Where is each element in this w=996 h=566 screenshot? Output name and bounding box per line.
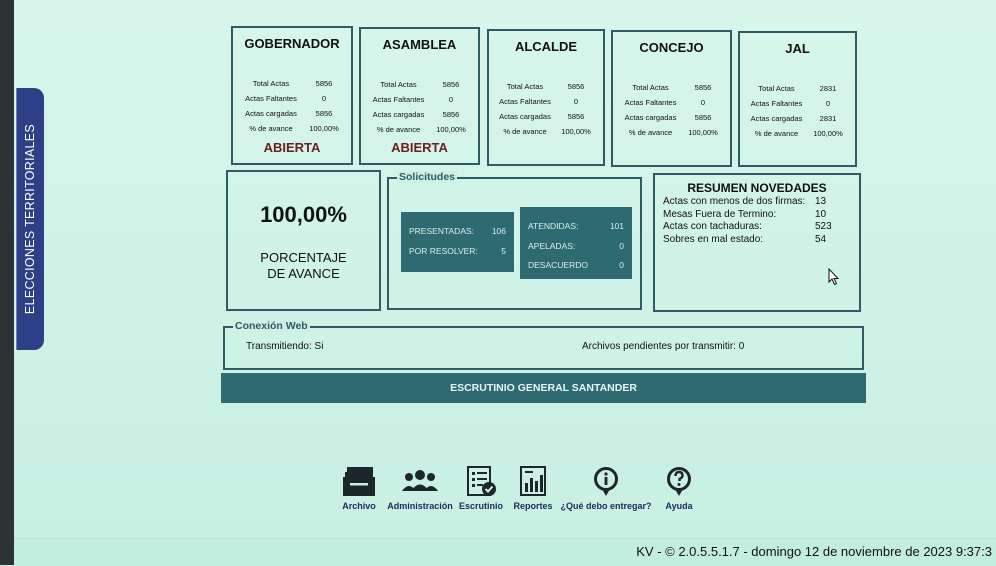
label-faltantes: Actas Faltantes: [499, 97, 551, 106]
card-title: ASAMBLEA: [382, 37, 457, 52]
version-datetime: KV - © 2.0.5.5.1.7 - domingo 12 de noviembre de 2023 9:37:3: [636, 544, 992, 559]
label-avance: % de avance: [249, 124, 293, 133]
progress-value: 100,00%: [260, 202, 347, 227]
label-faltantes: Actas Faltantes: [245, 94, 297, 103]
status-badge: ABIERTA: [391, 140, 448, 155]
atendidas-value: 101: [609, 221, 624, 231]
value-faltantes: 0: [448, 95, 454, 104]
card-title: GOBERNADOR: [244, 36, 340, 51]
card-concejo[interactable]: [611, 30, 732, 167]
value-total: 5856: [694, 83, 712, 92]
label-cargadas: Actas cargadas: [499, 112, 551, 121]
conexion-panel: [223, 320, 864, 370]
status-badge: ABIERTA: [263, 140, 321, 155]
card-asamblea[interactable]: [359, 27, 480, 165]
label-avance: % de avance: [628, 128, 673, 137]
main-toolbar: [0, 465, 996, 520]
value-cargadas: 5856: [315, 109, 333, 118]
desacuerdo-value: 0: [619, 260, 624, 270]
solicitudes-presentadas-box[interactable]: [401, 212, 514, 272]
value-total: 2831: [819, 84, 837, 93]
value-total: 5856: [442, 80, 460, 89]
value-total: 5856: [567, 82, 585, 91]
label-cargadas: Actas cargadas: [624, 113, 677, 122]
toolbar-ayuda[interactable]: [656, 465, 702, 511]
novedades-title: RESUMEN NOVEDADES: [687, 181, 827, 195]
value-avance: 100,00%: [813, 129, 843, 138]
sidebar-tab-elecciones[interactable]: [16, 88, 44, 350]
label-avance: % de avance: [754, 129, 799, 138]
novedad-label: Mesas Fuera de Termino:: [663, 208, 777, 220]
report-icon: [518, 465, 548, 497]
toolbar-label: ¿Qué debo entregar?: [560, 501, 652, 511]
novedad-value: 523: [815, 221, 832, 232]
status-footer: [14, 538, 996, 566]
por-resolver-value: 5: [501, 246, 506, 256]
solicitudes-panel: [387, 171, 642, 310]
transmitiendo-status: Transmitiendo: Si: [246, 341, 324, 352]
card-title: ALCALDE: [514, 39, 578, 54]
value-cargadas: 5856: [694, 113, 712, 122]
checklist-icon: [465, 465, 497, 497]
toolbar-que-debo-entregar[interactable]: [560, 465, 652, 511]
value-faltantes: 0: [825, 99, 831, 108]
novedad-row: [663, 221, 832, 234]
card-title: JAL: [785, 41, 810, 56]
novedad-label: Actas con tachaduras:: [663, 221, 762, 232]
novedad-value: 54: [815, 233, 827, 245]
card-stats: [746, 81, 849, 141]
card-jal[interactable]: [738, 31, 857, 167]
novedad-value: 10: [815, 208, 827, 220]
label-faltantes: Actas Faltantes: [372, 95, 425, 104]
value-faltantes: 0: [573, 97, 579, 106]
solicitudes-atendidas-box[interactable]: [520, 207, 632, 279]
value-avance: 100,00%: [561, 127, 591, 136]
desacuerdo-label: DESACUERDO: [528, 260, 588, 270]
value-avance: 100,00%: [309, 124, 339, 133]
progress-caption: PORCENTAJE DE AVANCE: [260, 250, 347, 281]
mouse-cursor-icon: [828, 268, 840, 286]
novedad-row: [663, 196, 832, 209]
novedad-row: [663, 209, 832, 222]
apeladas-value: 0: [619, 241, 624, 251]
novedad-label: Sobres en mal estado:: [663, 233, 764, 245]
toolbar-label: Reportes: [513, 501, 553, 511]
toolbar-label: Ayuda: [665, 501, 693, 511]
label-faltantes: Actas Faltantes: [624, 98, 677, 107]
novedad-value: 13: [815, 196, 827, 207]
label-faltantes: Actas Faltantes: [750, 99, 803, 108]
label-total: Total Actas: [632, 83, 669, 92]
card-stats: [367, 77, 472, 137]
value-avance: 100,00%: [436, 125, 466, 134]
card-stats: [495, 79, 597, 139]
label-cargadas: Actas cargadas: [750, 114, 803, 123]
label-avance: % de avance: [503, 127, 547, 136]
apeladas-label: APELADAS:: [528, 241, 576, 251]
help-icon: [664, 465, 694, 497]
toolbar-label: Administración: [387, 501, 453, 511]
value-cargadas: 5856: [442, 110, 460, 119]
toolbar-reportes[interactable]: [510, 465, 556, 511]
conexion-legend: Conexión Web: [235, 320, 308, 332]
label-total: Total Actas: [380, 80, 417, 89]
users-icon: [400, 465, 440, 497]
label-cargadas: Actas cargadas: [372, 110, 425, 119]
sidebar-tab-label: ELECCIONES TERRITORIALES: [23, 123, 37, 315]
card-stats: [239, 76, 345, 136]
novedades-card: [653, 173, 861, 312]
solicitudes-legend: Solicitudes: [399, 171, 456, 183]
por-resolver-label: POR RESOLVER:: [409, 246, 478, 256]
toolbar-archivo[interactable]: [336, 465, 382, 511]
card-title: CONCEJO: [639, 40, 704, 55]
novedades-list: [663, 196, 832, 246]
value-faltantes: 0: [700, 98, 706, 107]
novedad-label: Actas con menos de dos firmas:: [663, 196, 806, 207]
archivos-pendientes: Archivos pendientes por transmitir: 0: [582, 341, 745, 352]
toolbar-administracion[interactable]: [384, 465, 456, 511]
label-cargadas: Actas cargadas: [245, 109, 297, 118]
folder-icon: [341, 465, 377, 497]
escrutinio-banner[interactable]: ESCRUTINIO GENERAL SANTANDER: [221, 373, 866, 403]
value-total: 5856: [315, 79, 333, 88]
presentadas-label: PRESENTADAS:: [409, 226, 475, 236]
card-gobernador[interactable]: [231, 26, 353, 165]
progress-card: [226, 170, 381, 311]
toolbar-label: Archivo: [342, 501, 376, 511]
toolbar-escrutinio[interactable]: [458, 465, 504, 511]
toolbar-label: Escrutinio: [458, 501, 503, 511]
label-total: Total Actas: [252, 79, 290, 88]
info-icon: [591, 465, 621, 497]
novedad-row: [663, 234, 832, 247]
card-stats: [619, 80, 724, 140]
card-alcalde[interactable]: [487, 29, 605, 166]
value-cargadas: 5856: [567, 112, 585, 121]
label-total: Total Actas: [506, 82, 544, 91]
value-cargadas: 2831: [819, 114, 837, 123]
value-avance: 100,00%: [688, 128, 718, 137]
atendidas-label: ATENDIDAS:: [528, 221, 579, 231]
label-avance: % de avance: [376, 125, 421, 134]
presentadas-value: 106: [491, 226, 506, 236]
label-total: Total Actas: [758, 84, 795, 93]
value-faltantes: 0: [321, 94, 327, 103]
